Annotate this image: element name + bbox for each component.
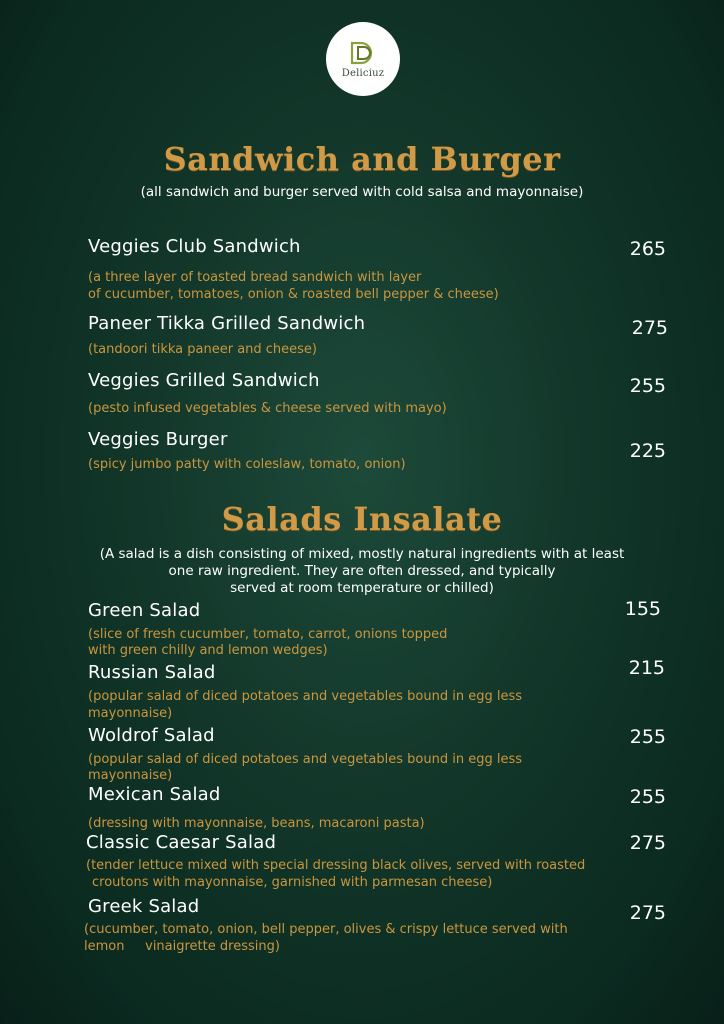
item-price: 275 [629,832,666,854]
item-name: Classic Caesar Salad [86,832,277,853]
item-name: Greek Salad [88,896,200,917]
item-desc-line: (tandoori tikka paneer and cheese) [88,342,318,357]
item-price: 255 [629,726,666,748]
item-desc-line: (a three layer of toasted bread sandwich with layer [88,270,422,285]
section-title-salads: Salads Insalate [221,500,503,538]
item-price: 225 [629,440,666,462]
item-name: Woldrof Salad [88,725,215,746]
item-desc-line: (slice of fresh cucumber, tomato, carrot, onions topped [88,627,448,642]
section-note-salads-line: served at room temperature or chilled) [230,580,494,596]
section-note-salads-line: (A salad is a dish consisting of mixed, mostly natural ingredients with at least [99,546,625,562]
item-price: 155 [624,598,661,620]
item-price: 275 [629,902,666,924]
item-desc-line: (dressing with mayonnaise, beans, macaroni pasta) [88,816,425,831]
item-price: 255 [629,375,666,397]
section-note-salads-line: one raw ingredient. They are often dressed, and typically [168,563,556,579]
item-desc-line: (popular salad of diced potatoes and vegetables bound in egg less [88,752,523,767]
item-name: Russian Salad [88,662,216,683]
item-desc-line: (tender lettuce mixed with special dressing black olives, served with roasted [86,858,586,873]
brand-logo [326,22,400,96]
section-note-sandwich: (all sandwich and burger served with cold salsa and mayonnaise) [140,184,584,200]
section-title-sandwich: Sandwich and Burger [163,140,561,178]
item-price: 215 [628,657,665,679]
item-name: Paneer Tikka Grilled Sandwich [88,313,366,334]
item-desc-line: mayonnaise) [88,706,173,721]
item-desc-line: of cucumber, tomatoes, onion & roasted bell pepper & cheese) [88,287,499,302]
item-desc-line: with green chilly and lemon wedges) [88,643,328,658]
item-price: 255 [629,786,666,808]
item-desc-line: lemon vinaigrette dressing) [84,939,280,954]
item-name: Veggies Burger [88,429,228,450]
item-desc-line: (pesto infused vegetables & cheese served with mayo) [88,401,447,416]
item-desc-line: (spicy jumbo patty with coleslaw, tomato, onion) [88,457,406,472]
item-name: Mexican Salad [88,784,221,805]
item-desc-line: (cucumber, tomato, onion, bell pepper, olives & crispy lettuce served with [84,922,568,937]
item-desc-line: (popular salad of diced potatoes and vegetables bound in egg less [88,689,523,704]
item-name: Veggies Grilled Sandwich [88,370,320,391]
logo-monogram-icon [348,40,378,66]
item-name: Green Salad [88,600,201,621]
item-name: Veggies Club Sandwich [88,236,301,257]
item-desc-line: mayonnaise) [88,768,173,783]
item-desc-line: croutons with mayonnaise, garnished with parmesan cheese) [92,875,493,890]
item-price: 275 [631,317,668,339]
brand-name: Deliciuz [341,67,385,79]
item-price: 265 [629,238,666,260]
